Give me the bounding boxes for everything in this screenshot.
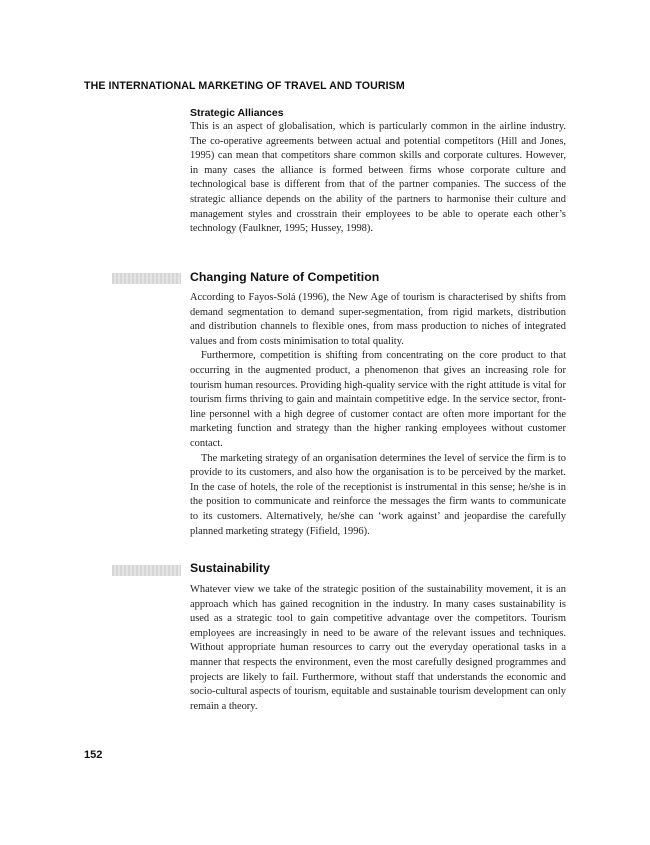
page-number: 152 (84, 749, 103, 761)
subsection-heading: Strategic Alliances (190, 107, 284, 119)
section-sustainability (190, 561, 566, 575)
section-marker-bar (112, 273, 181, 284)
paragraph: Furthermore, competition is shifting from concentrating on the core product to that occurring in the augmented product, a phenomenon that gives an increasing role for tourism human resources. Providing high-quality service with the right attitude is vital for tourism firms thriving to gain and maintain competitive edge. In the service sector, front-line personnel with a high degree of customer contact are often more important for the marketing function and strategy than the higher ranking employees without customer contact. (190, 350, 566, 449)
paragraph: According to Fayos-Solá (1996), the New Age of tourism is characterised by shifts from demand segmentation to demand super-segmentation, from rigid markets, distribution and distribution channels to flexible ones, from mass production to niches of integrated values and from costs minimisation to total quality. (190, 292, 566, 347)
paragraph: The marketing strategy of an organisation determines the level of service the firm is to provide to its customers, and also how the organisation is to be perceived by the market. In the case of hotels, the role of the receptionist is instrumental in this sense; he/she is in the position to communicate and reinforce the messages the firm wants to communicate to its customers. Alternatively, he/she can ‘work against’ and jeopardise the carefully planned marketing strategy (Fifield, 1996). (190, 452, 566, 537)
section-heading: Sustainability (190, 561, 270, 575)
section-heading: Changing Nature of Competition (190, 270, 380, 284)
section-sustainability-body (190, 583, 566, 714)
paragraph: Whatever view we take of the strategic position of the sustainability movement, it is an approach which has gained recognition in the industry. In many cases sustainability is used as a strategic tool to gain competitive advantage over the competitors. Tourism employees are increasingly in need to be aware of the relevant issues and techniques. Without appropriate human resources to carry out the everyday operational tasks in a manner that respects the environment, even the most carefully designed programmes and projects are likely to fail. Furthermore, without staff that understands the economic and socio-cultural aspects of tourism, equitable and sustainable tourism development can only remain a theory. (190, 584, 566, 712)
section-marker-bar (112, 565, 181, 576)
running-head: THE INTERNATIONAL MARKETING OF TRAVEL AND TOURISM (84, 80, 405, 92)
paragraph: This is an aspect of globalisation, which is particularly common in the airline industry. The co-operative agreements between actual and potential competitors (Hill and Jones, 1995) can mean that competitors share common skills and corporate cultures. However, in many cases the alliance is formed between firms whose corporate culture and technological base is different from that of the partner companies. The success of the strategic alliance depends on the ability of the partners to harmonise their culture and management styles and crosstrain their employees to be able to operate each other’s technology (Faulkner, 1995; Hussey, 1998). (190, 121, 566, 235)
section-changing-nature (190, 270, 566, 284)
section-strategic-alliances (190, 107, 566, 237)
section-changing-nature-body (190, 291, 566, 539)
